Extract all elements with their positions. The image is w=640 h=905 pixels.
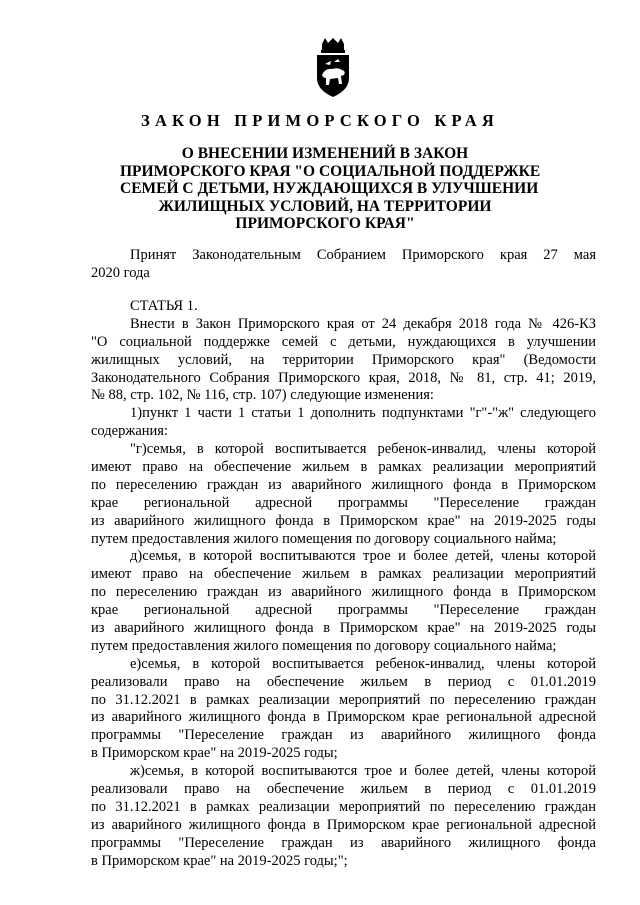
- body-line: содержания:: [91, 423, 169, 440]
- body-line: крае региональной адресной программы "Переселение граждан: [91, 602, 596, 619]
- body-line: из аварийного жилищного фонда в Приморском крае" на 2019-2025 годы: [91, 620, 596, 637]
- subtitle-line: О ВНЕСЕНИИ ИЗМЕНЕНИЙ В ЗАКОН: [181, 145, 469, 162]
- body-line: по 31.12.2021 в рамках реализации мероприятий по переселению граждан: [91, 691, 596, 708]
- body-line: "г)семья, в которой воспитывается ребенок-инвалид, члены которой: [130, 441, 596, 458]
- body-line: в Приморском крае" на 2019-2025 годы;: [91, 745, 338, 762]
- body-line: по переселению граждан из аварийного жилищного фонда в Приморском: [91, 584, 596, 601]
- law-title: ЗАКОН ПРИМОРСКОГО КРАЯ: [141, 111, 499, 130]
- subtitle-line: СЕМЕЙ С ДЕТЬМИ, НУЖДАЮЩИХСЯ В УЛУЧШЕНИИ: [120, 180, 539, 197]
- body-line: № 88, стр. 102, № 116, стр. 107) следующие изменения:: [91, 387, 434, 404]
- body-line: программы "Переселение граждан из аварийного жилищного фонда: [91, 727, 596, 744]
- subtitle-line: ЖИЛИЩНЫХ УСЛОВИЙ, НА ТЕРРИТОРИИ: [158, 197, 492, 215]
- article-body: [91, 298, 596, 871]
- primorsky-krai-coat-of-arms-icon: [313, 38, 353, 98]
- body-line: имеют право на обеспечение жильем в рамках реализации мероприятий: [91, 459, 596, 476]
- body-line: программы "Переселение граждан из аварийного жилищного фонда: [91, 834, 596, 851]
- body-line: е)семья, в которой воспитывается ребенок-инвалид, члены которой: [130, 655, 596, 672]
- body-line: д)семья, в которой воспитываются трое и более детей, члены которой: [130, 548, 596, 565]
- body-line: 1)пункт 1 части 1 статьи 1 дополнить подпунктами "г"-"ж" следующего: [130, 405, 596, 422]
- body-line: реализовали право на обеспечение жильем в период с 01.01.2019: [91, 781, 596, 798]
- body-line: по переселению граждан из аварийного жилищного фонда в Приморском: [91, 476, 596, 493]
- body-line: по 31.12.2021 в рамках реализации мероприятий по переселению граждан: [91, 798, 596, 815]
- body-line: ж)семья, в которой воспитываются трое и более детей, члены которой: [130, 763, 596, 780]
- body-line: путем предоставления жилого помещения по договору социального найма;: [91, 637, 557, 654]
- body-line: из аварийного жилищного фонда в Приморском крае региональной адресной: [91, 709, 596, 726]
- body-line: реализовали право на обеспечение жильем в период с 01.01.2019: [91, 673, 596, 690]
- body-line: жилищных условий, на территории Приморского края" (Ведомости: [91, 351, 596, 368]
- body-line: имеют право на обеспечение жильем в рамках реализации мероприятий: [91, 566, 596, 583]
- adoption-line: Принят Законодательным Собранием Приморского края 27 мая: [130, 247, 596, 263]
- body-line: крае региональной адресной программы "Переселение граждан: [91, 494, 596, 511]
- body-line: из аварийного жилищного фонда в Приморском крае региональной адресной: [91, 816, 596, 833]
- body-line: "О социальной поддержке семей с детьми, нуждающихся в улучшении: [91, 333, 596, 350]
- adoption-note: [91, 246, 596, 282]
- body-line: путем предоставления жилого помещения по договору социального найма;: [91, 530, 557, 547]
- subtitle-line: ПРИМОРСКОГО КРАЯ": [235, 215, 415, 232]
- body-line: в Приморском крае" на 2019-2025 годы;";: [91, 852, 348, 869]
- subtitle-line: ПРИМОРСКОГО КРАЯ "О СОЦИАЛЬНОЙ ПОДДЕРЖКЕ: [120, 162, 541, 180]
- article-heading: СТАТЬЯ 1.: [130, 298, 198, 314]
- body-line: Внести в Закон Приморского края от 24 декабря 2018 года № 426-КЗ: [130, 315, 596, 332]
- adoption-line: 2020 года: [91, 264, 150, 281]
- law-subtitle: [120, 145, 541, 233]
- body-line: из аварийного жилищного фонда в Приморском крае" на 2019-2025 годы: [91, 512, 596, 529]
- body-line: Законодательного Собрания Приморского края, 2018, № 81, стр. 41; 2019,: [91, 369, 596, 386]
